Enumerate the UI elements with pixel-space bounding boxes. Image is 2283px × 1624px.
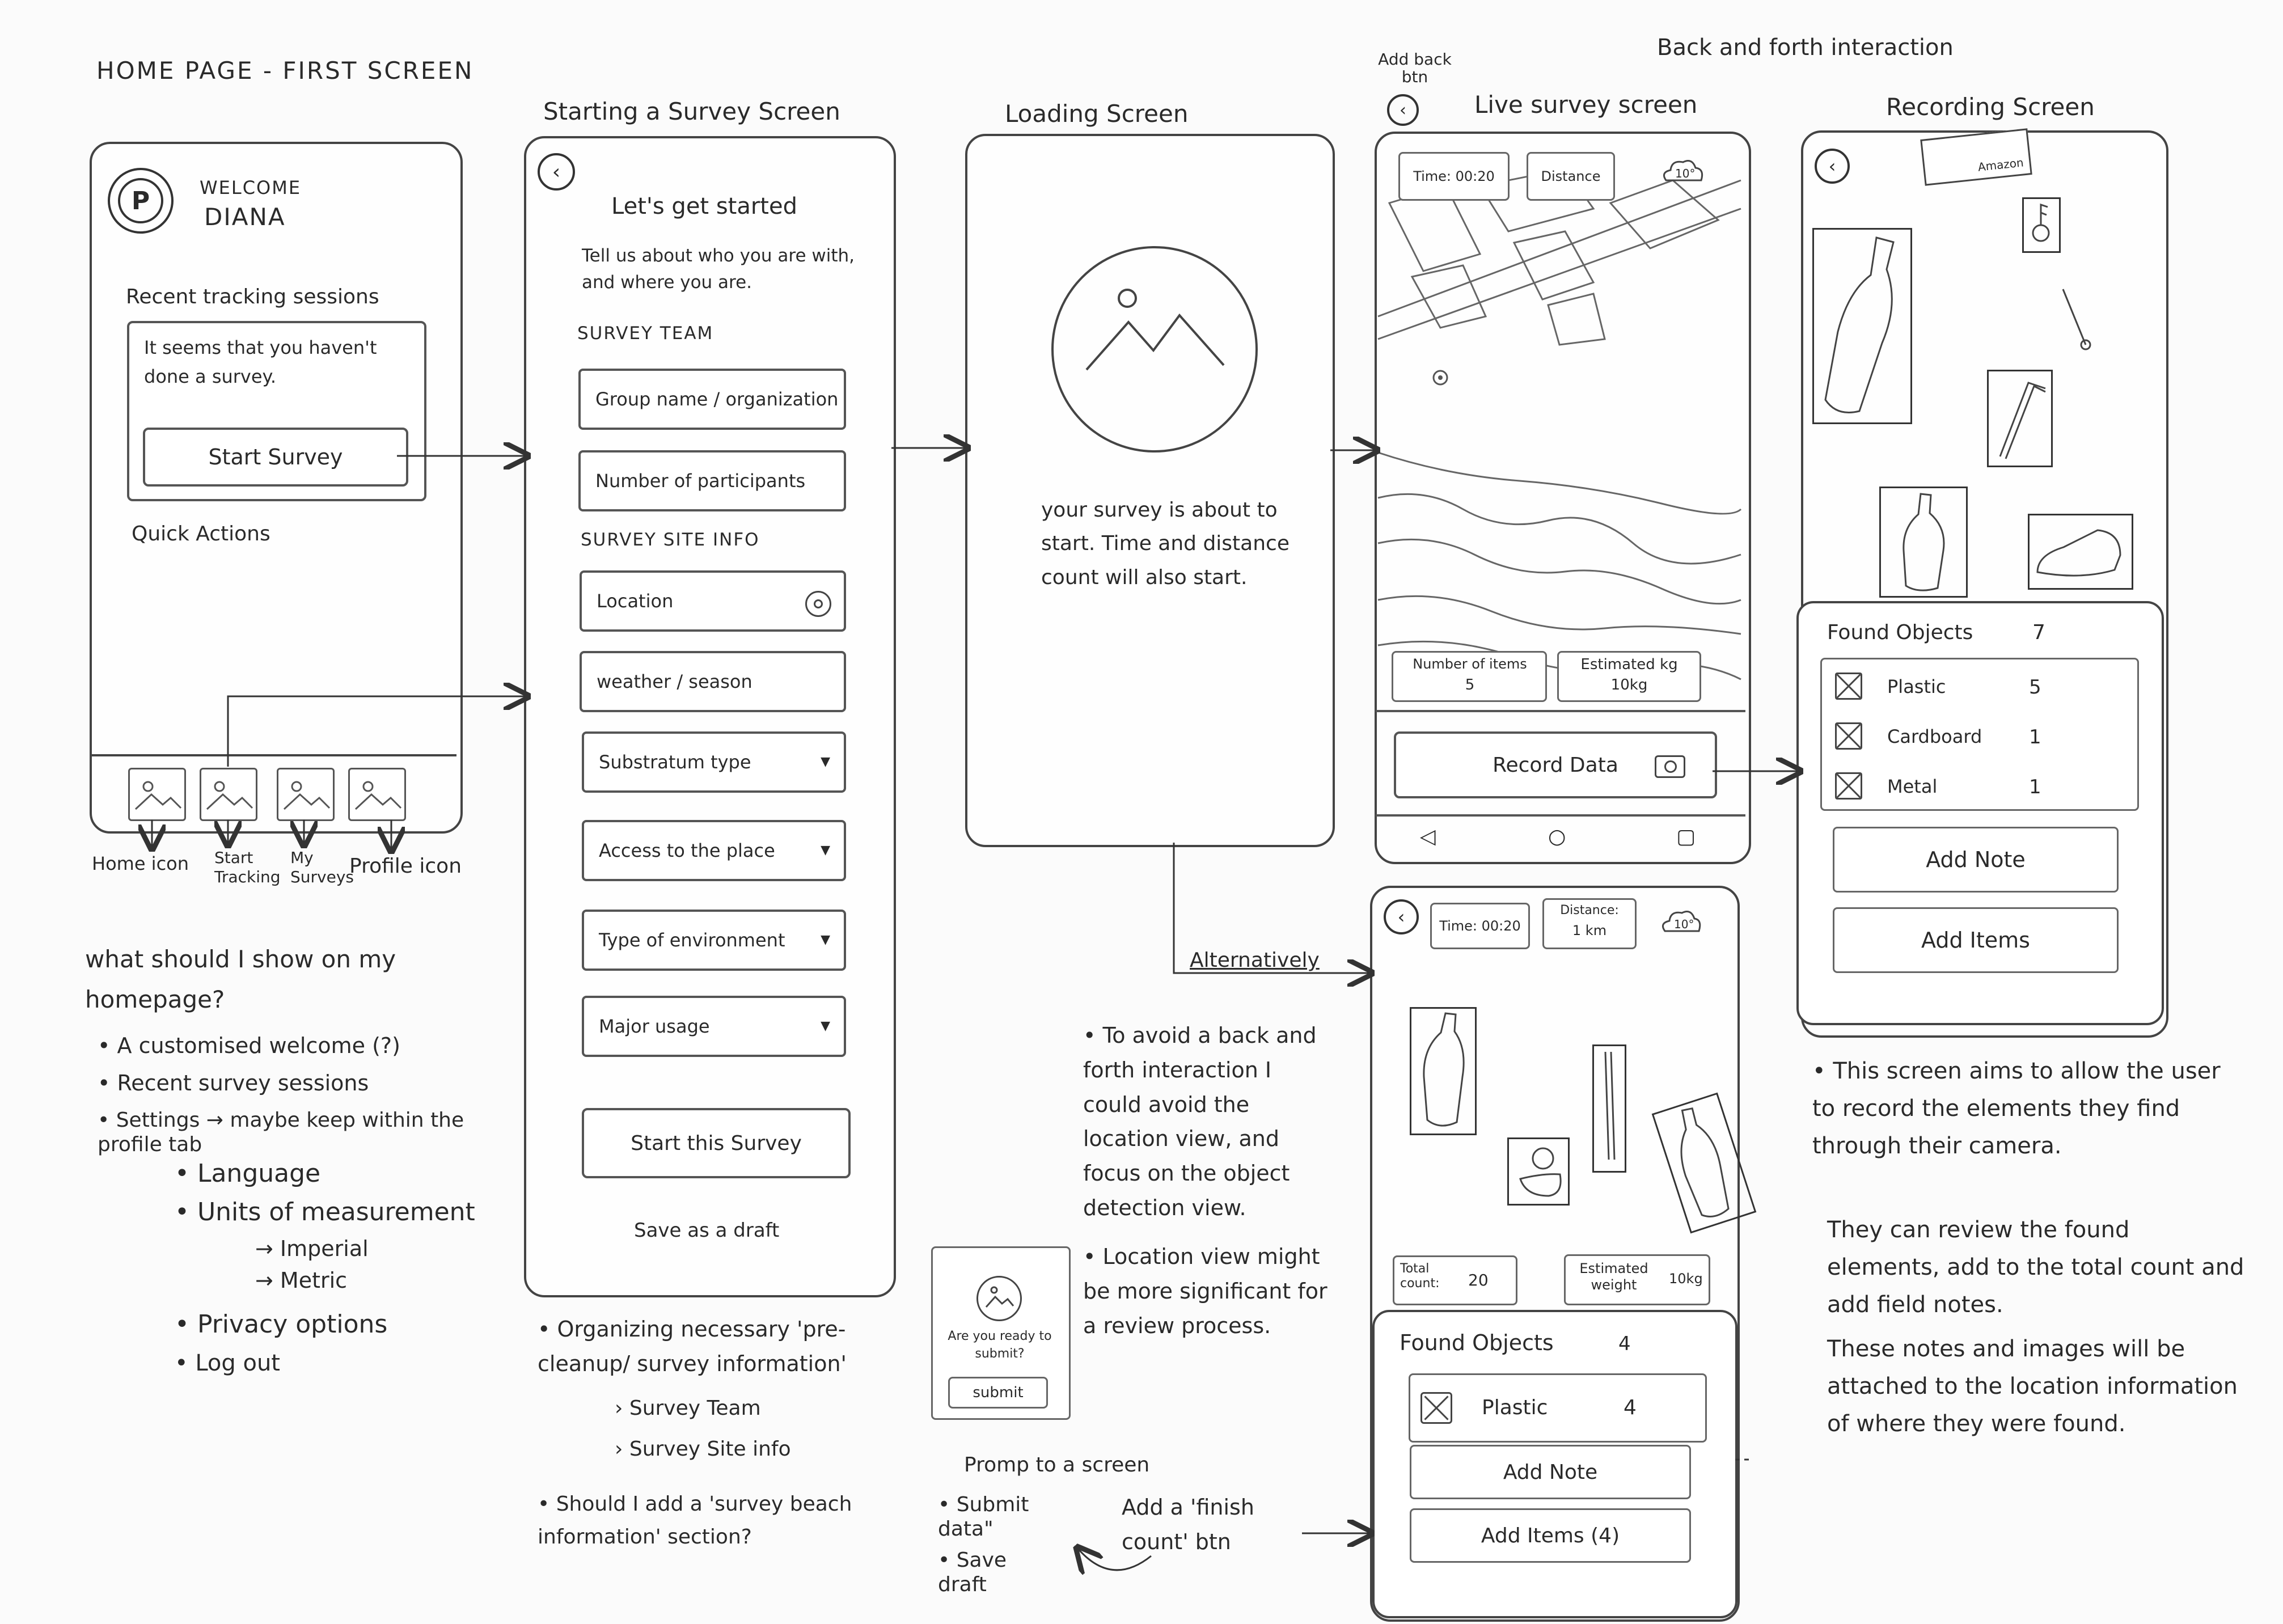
- back-arrow-icon[interactable]: ‹: [538, 153, 575, 191]
- found-row-plastic[interactable]: Plastic 4: [1409, 1373, 1707, 1443]
- user-name: DIANA: [204, 203, 286, 231]
- found-objects-count: 4: [1618, 1333, 1631, 1355]
- group-name-field[interactable]: Group name / organization: [578, 369, 846, 430]
- prompt-item-save: • Save draft: [938, 1549, 1007, 1597]
- loading-message: your survey is about to start. Time and distance count will also start.: [1041, 498, 1290, 589]
- distance-chip-alt: Distance: 1 km: [1542, 898, 1637, 949]
- page-title: HOME PAGE - FIRST SCREEN: [96, 57, 474, 84]
- add-note-button[interactable]: Add Note: [1410, 1445, 1691, 1499]
- distance-chip: Distance: [1527, 152, 1615, 201]
- found-objects-count: 7: [2032, 621, 2045, 644]
- add-items-button[interactable]: Add Items (4): [1410, 1508, 1691, 1563]
- android-home-icon[interactable]: ○: [1548, 825, 1566, 848]
- android-back-icon[interactable]: ◁: [1420, 825, 1436, 848]
- time-chip: Time: 00:20: [1398, 152, 1510, 201]
- empty-sessions-message: It seems that you haven't done a survey.: [144, 337, 377, 388]
- logo-p-icon: P: [118, 178, 163, 223]
- start-survey-button[interactable]: Start Survey: [143, 428, 408, 487]
- starting-note-sub-1: › Survey Team: [615, 1397, 761, 1420]
- prompt-item-submit: • Submit data": [938, 1493, 1029, 1541]
- participants-field[interactable]: Number of participants: [578, 450, 846, 511]
- starting-intro: Tell us about who you are with, and where you are.: [582, 246, 855, 293]
- substratum-dropdown[interactable]: Substratum type ▼: [582, 731, 846, 793]
- loading-screen-header: Loading Screen: [1005, 100, 1189, 128]
- time-chip-alt: Time: 00:20: [1430, 903, 1530, 949]
- environment-dropdown[interactable]: Type of environment ▼: [582, 910, 846, 971]
- alt-note-2: • Location view might be more significant for a review process.: [1083, 1244, 1327, 1338]
- starting-heading: Let's get started: [611, 193, 797, 219]
- settings-item-privacy: • Privacy options: [175, 1310, 388, 1339]
- recent-sessions-title: Recent tracking sessions: [126, 285, 379, 308]
- survey-team-title: SURVEY TEAM: [577, 323, 714, 344]
- add-items-button[interactable]: Add Items: [1833, 907, 2119, 973]
- start-this-survey-button[interactable]: Start this Survey: [582, 1108, 851, 1178]
- back-arrow-icon[interactable]: ‹: [1384, 899, 1419, 934]
- add-note-button[interactable]: Add Note: [1833, 827, 2119, 893]
- num-items-chip: Number of items 5: [1392, 651, 1547, 702]
- survey-site-title: SURVEY SITE INFO: [581, 530, 760, 550]
- save-draft-link[interactable]: Save as a draft: [634, 1219, 780, 1242]
- access-dropdown[interactable]: Access to the place ▼: [582, 820, 846, 881]
- nav-label-profile: Profile icon: [349, 855, 462, 878]
- quick-actions-title: Quick Actions: [132, 522, 270, 545]
- dropdown-icon: ▼: [821, 933, 830, 947]
- found-row-plastic[interactable]: Plastic 5: [1833, 663, 2128, 709]
- starting-screen-header: Starting a Survey Screen: [543, 98, 840, 125]
- units-imperial: → Imperial: [255, 1236, 369, 1261]
- found-objects-title: Found Objects: [1827, 621, 1973, 644]
- alt-note-1: • To avoid a back and forth interaction I could avoid the location view, and focus on the object detection view.: [1083, 1023, 1317, 1220]
- found-row-cardboard[interactable]: Cardboard 1: [1833, 713, 2128, 759]
- nav-label-my-surveys: My Surveys: [290, 848, 354, 886]
- back-arrow-icon[interactable]: ‹: [1815, 149, 1850, 184]
- recording-note-3: These notes and images will be attached to the location information of where they were found.: [1827, 1336, 2238, 1437]
- recording-note-2: They can review the found elements, add to the total count and add field notes.: [1827, 1217, 2244, 1318]
- total-count-chip: Total count: 20: [1393, 1255, 1517, 1305]
- settings-item-language: • Language: [175, 1159, 321, 1188]
- record-data-button[interactable]: Record Data: [1394, 731, 1717, 798]
- location-field[interactable]: Location: [580, 570, 846, 632]
- dropdown-icon: ▼: [821, 755, 830, 769]
- prompt-title: Promp to a screen: [964, 1453, 1150, 1477]
- nav-label-start-tracking: Start Tracking: [214, 848, 281, 886]
- nav-label-home: Home icon: [92, 853, 189, 874]
- back-arrow-icon[interactable]: ‹: [1387, 94, 1419, 126]
- welcome-label: WELCOME: [200, 177, 302, 198]
- found-objects-title: Found Objects: [1400, 1330, 1554, 1355]
- popup-submit-button[interactable]: submit: [948, 1377, 1048, 1409]
- add-back-btn-note: Add back btn: [1378, 50, 1452, 86]
- starting-note-sub-2: › Survey Site info: [615, 1437, 791, 1461]
- back-forth-note: Back and forth interaction: [1657, 35, 1954, 61]
- recording-note-1: • This screen aims to allow the user to record the elements they find through their camera.: [1812, 1058, 2221, 1159]
- dropdown-icon: ▼: [821, 1019, 830, 1033]
- weather-cloud-icon: 10°: [1660, 158, 1705, 184]
- home-notes-question: what should I show on my homepage?: [85, 945, 396, 1014]
- android-recents-icon[interactable]: ▢: [1676, 825, 1696, 848]
- alternatively-label: Alternatively: [1190, 949, 1320, 972]
- dropdown-icon: ▼: [821, 843, 830, 857]
- estimated-kg-chip: Estimated kg 10kg: [1557, 651, 1701, 702]
- starting-note-main: • Organizing necessary 'pre-cleanup/ survey information': [538, 1317, 847, 1376]
- finish-count-note: Add a 'finish count' btn: [1122, 1495, 1254, 1554]
- cardboard-detection-box[interactable]: Amazon: [1920, 128, 2032, 185]
- popup-question: Are you ready to submit?: [948, 1329, 1052, 1361]
- weather-cloud-icon: 10°: [1659, 908, 1702, 934]
- settings-item-logout: • Log out: [175, 1350, 280, 1376]
- weather-field[interactable]: weather / season: [580, 651, 846, 712]
- recording-screen-header: Recording Screen: [1886, 93, 2095, 121]
- major-usage-dropdown[interactable]: Major usage ▼: [582, 996, 846, 1057]
- units-metric: → Metric: [255, 1268, 348, 1293]
- home-note-bullet-1: • A customised welcome (?): [98, 1033, 400, 1058]
- estimated-weight-chip: Estimated weight 10kg: [1564, 1254, 1710, 1305]
- home-note-bullet-2: • Recent survey sessions: [98, 1071, 369, 1096]
- starting-note-question: • Should I add a 'survey beach information' section?: [538, 1492, 852, 1549]
- found-row-metal[interactable]: Metal 1: [1833, 763, 2128, 809]
- settings-item-units: • Units of measurement: [175, 1198, 475, 1227]
- live-screen-header: Live survey screen: [1474, 91, 1698, 119]
- home-note-bullet-3: • Settings → maybe keep within the profile tab: [98, 1109, 464, 1157]
